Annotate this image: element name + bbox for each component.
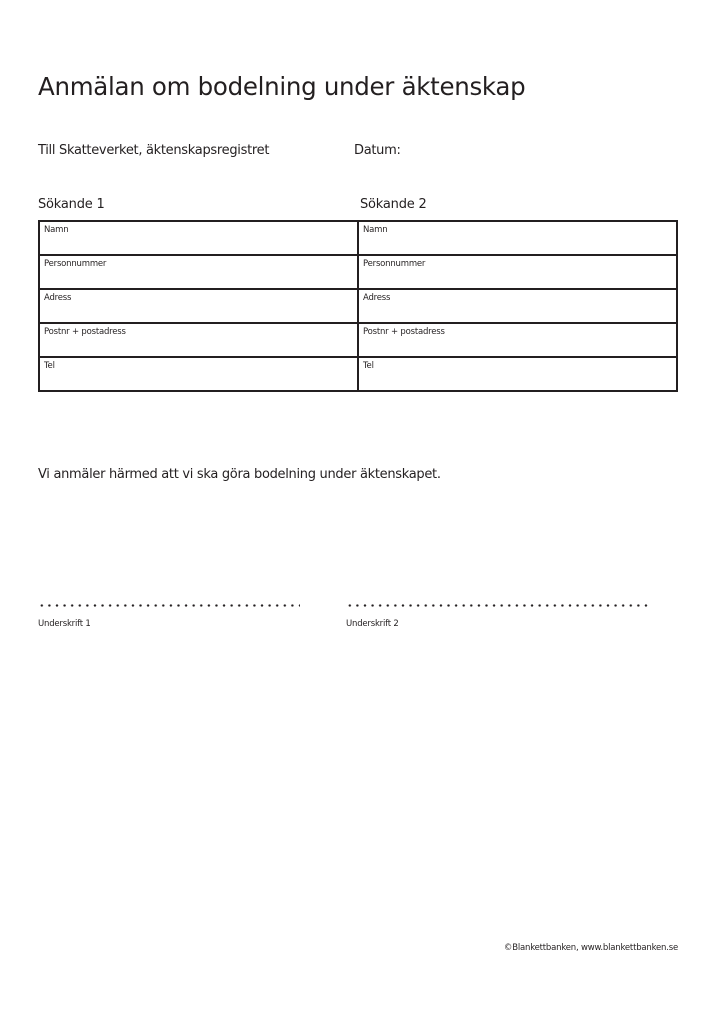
signature-2-label: Underskrift 2 — [346, 619, 399, 629]
page-title: Anmälan om bodelning under äktenskap — [38, 72, 526, 101]
applicant-1-heading: Sökande 1 — [38, 197, 105, 212]
statement-text: Vi anmäler härmed att vi ska göra bodelning under äktenskapet. — [38, 467, 441, 482]
applicant-2-postal-field[interactable] — [358, 323, 677, 357]
field-label: Personnummer — [44, 259, 107, 269]
applicant-1-phone-field[interactable] — [39, 357, 358, 391]
applicant-1-name-field[interactable] — [39, 221, 358, 255]
applicant-2-name-field[interactable] — [358, 221, 677, 255]
field-label: Tel — [44, 361, 55, 371]
signature-1-line[interactable] — [38, 604, 300, 607]
applicant-1-address-field[interactable] — [39, 289, 358, 323]
field-label: Tel — [363, 361, 374, 371]
applicant-form-table — [38, 220, 678, 392]
date-label: Datum: — [354, 143, 401, 158]
table-row — [39, 221, 677, 255]
applicant-2-phone-field[interactable] — [358, 357, 677, 391]
field-label: Adress — [363, 293, 391, 303]
recipient-label: Till Skatteverket, äktenskapsregistret — [38, 143, 270, 158]
signature-1-label: Underskrift 1 — [38, 619, 91, 629]
table-row — [39, 357, 677, 391]
table-row — [39, 323, 677, 357]
field-label: Adress — [44, 293, 72, 303]
applicant-1-postal-field[interactable] — [39, 323, 358, 357]
field-label: Postnr + postadress — [44, 327, 126, 337]
field-label: Personnummer — [363, 259, 426, 269]
applicant-2-personnummer-field[interactable] — [358, 255, 677, 289]
table-row — [39, 289, 677, 323]
applicant-2-address-field[interactable] — [358, 289, 677, 323]
footer-copyright: ©Blankettbanken, www.blankettbanken.se — [503, 943, 678, 953]
field-label: Postnr + postadress — [363, 327, 445, 337]
applicant-1-personnummer-field[interactable] — [39, 255, 358, 289]
signature-2 — [346, 604, 648, 629]
field-label: Namn — [44, 225, 69, 235]
field-label: Namn — [363, 225, 388, 235]
table-row — [39, 255, 677, 289]
applicant-2-heading: Sökande 2 — [360, 197, 427, 212]
signature-2-line[interactable] — [346, 604, 648, 607]
signature-1 — [38, 604, 300, 629]
